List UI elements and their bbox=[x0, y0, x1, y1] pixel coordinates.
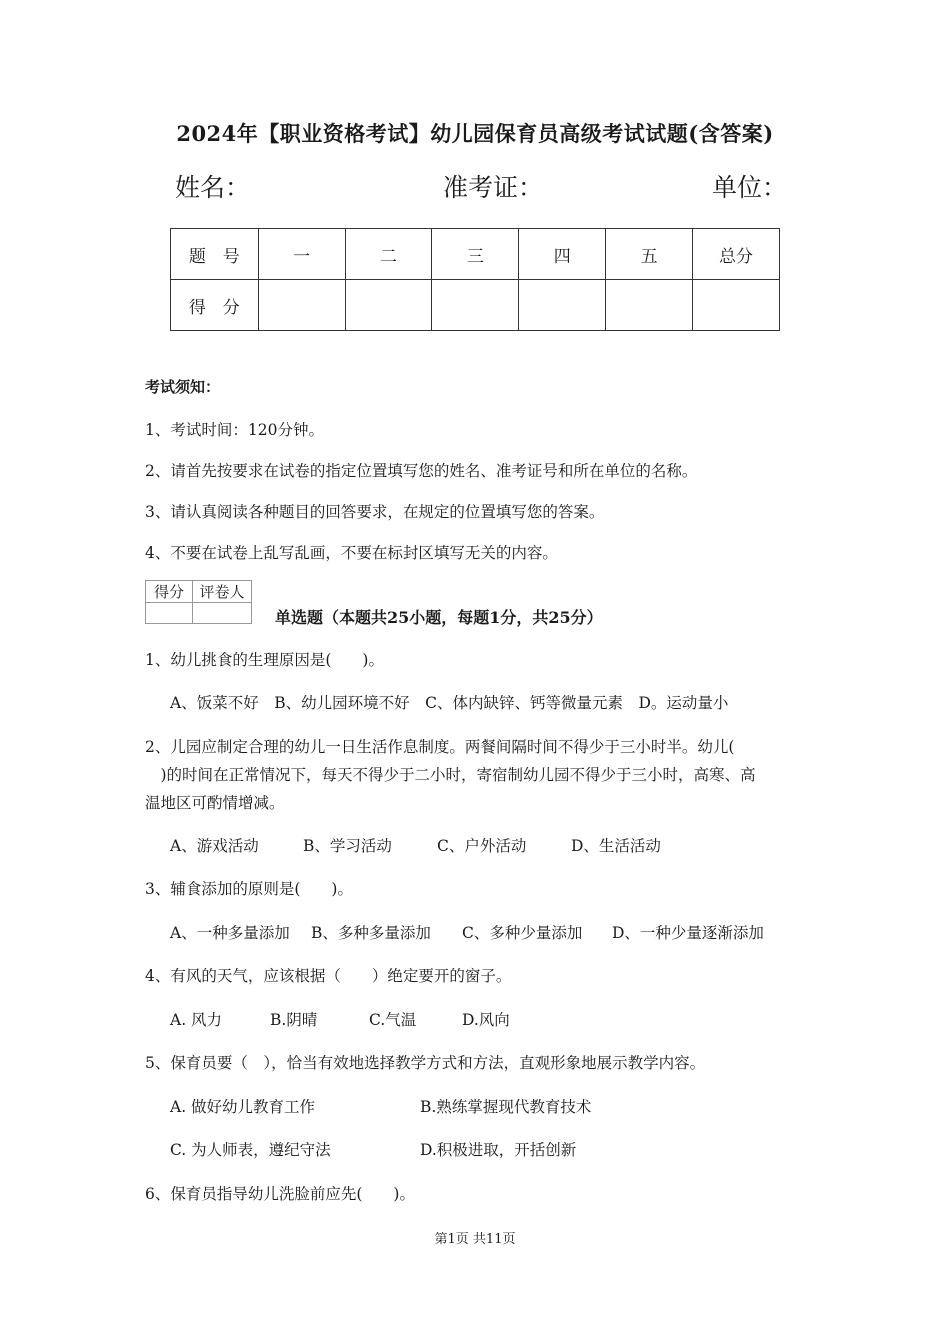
question-4: 4、有风的天气，应该根据（ ）绝定要开的窗子。 bbox=[145, 967, 512, 985]
page-title: 2024年【职业资格考试】幼儿园保育员高级考试试题(含答案) bbox=[176, 121, 774, 146]
notice-item: 2、请首先按要求在试卷的指定位置填写您的姓名、准考证号和所在单位的名称。 bbox=[145, 462, 698, 480]
score-table-header: 一 bbox=[258, 229, 345, 280]
option: A. 做好幼儿教育工作 bbox=[170, 1098, 316, 1116]
grader-table bbox=[145, 580, 252, 624]
notice-item: 1、考试时间：120分钟。 bbox=[145, 421, 324, 439]
option: C、户外活动 bbox=[437, 837, 527, 855]
score-cell[interactable] bbox=[345, 280, 432, 331]
question-1: 1、幼儿挑食的生理原因是( )。 bbox=[145, 651, 384, 669]
option: C.气温 bbox=[369, 1011, 417, 1029]
grader-name-cell[interactable] bbox=[193, 603, 252, 624]
grader-score-label: 得分 bbox=[146, 581, 193, 603]
name-label: 姓名： bbox=[175, 173, 251, 202]
notice-item: 3、请认真阅读各种题目的回答要求，在规定的位置填写您的答案。 bbox=[145, 503, 605, 521]
option: D、一种少量逐渐添加 bbox=[612, 924, 764, 942]
score-table-header-row bbox=[171, 229, 780, 280]
option: D.风向 bbox=[462, 1011, 510, 1029]
option: B.阴晴 bbox=[270, 1011, 318, 1029]
question-6: 6、保育员指导幼儿洗脸前应先( )。 bbox=[145, 1185, 415, 1203]
question-2-line: )的时间在正常情况下，每天不得少于二小时，寄宿制幼儿园不得少于三小时，高寒、高 bbox=[145, 766, 756, 784]
score-cell[interactable] bbox=[432, 280, 519, 331]
option: D.积极进取，开括创新 bbox=[420, 1141, 577, 1159]
score-cell[interactable] bbox=[693, 280, 780, 331]
score-table-header: 四 bbox=[519, 229, 606, 280]
notice-item: 4、不要在试卷上乱写乱画，不要在标封区填写无关的内容。 bbox=[145, 544, 558, 562]
option: B.熟练掌握现代教育技术 bbox=[420, 1098, 592, 1116]
score-table-score-row bbox=[171, 280, 780, 331]
option: C、多种少量添加 bbox=[462, 924, 583, 942]
grader-score-cell[interactable] bbox=[146, 603, 193, 624]
option: B、多种多量添加 bbox=[311, 924, 431, 942]
score-table-header: 三 bbox=[432, 229, 519, 280]
score-table-header: 五 bbox=[606, 229, 693, 280]
score-table-header: 二 bbox=[345, 229, 432, 280]
exam-number-label: 准考证： bbox=[443, 173, 544, 202]
score-table-header: 题 号 bbox=[171, 229, 259, 280]
option: B、学习活动 bbox=[303, 837, 392, 855]
question-1-options: A、饭菜不好 B、幼儿园环境不好 C、体内缺锌、钙等微量元素 D。运动量小 bbox=[170, 694, 729, 712]
score-cell[interactable] bbox=[519, 280, 606, 331]
score-cell[interactable] bbox=[606, 280, 693, 331]
score-cell[interactable] bbox=[258, 280, 345, 331]
notice-heading: 考试须知： bbox=[145, 378, 221, 396]
question-2-line: 2、儿园应制定合理的幼儿一日生活作息制度。两餐间隔时间不得少于三小时半。幼儿( bbox=[145, 738, 735, 756]
score-table-header: 总分 bbox=[693, 229, 780, 280]
section-title: 单选题（本题共25小题，每题1分，共25分） bbox=[275, 608, 603, 627]
score-row-label: 得 分 bbox=[171, 280, 259, 331]
option: A. 风力 bbox=[170, 1011, 223, 1029]
option: D、生活活动 bbox=[571, 837, 661, 855]
option: C. 为人师表，遵纪守法 bbox=[170, 1141, 331, 1159]
question-3: 3、辅食添加的原则是( )。 bbox=[145, 880, 353, 898]
question-2-line: 温地区可酌情增减。 bbox=[145, 794, 285, 812]
option: A、一种多量添加 bbox=[170, 924, 290, 942]
score-table bbox=[170, 228, 780, 331]
page-footer: 第1页 共11页 bbox=[434, 1232, 516, 1247]
question-5: 5、保育员要（ ），恰当有效地选择教学方式和方法，直观形象地展示教学内容。 bbox=[145, 1054, 706, 1072]
unit-label: 单位： bbox=[712, 173, 788, 202]
grader-name-label: 评卷人 bbox=[193, 581, 252, 603]
option: A、游戏活动 bbox=[170, 837, 259, 855]
